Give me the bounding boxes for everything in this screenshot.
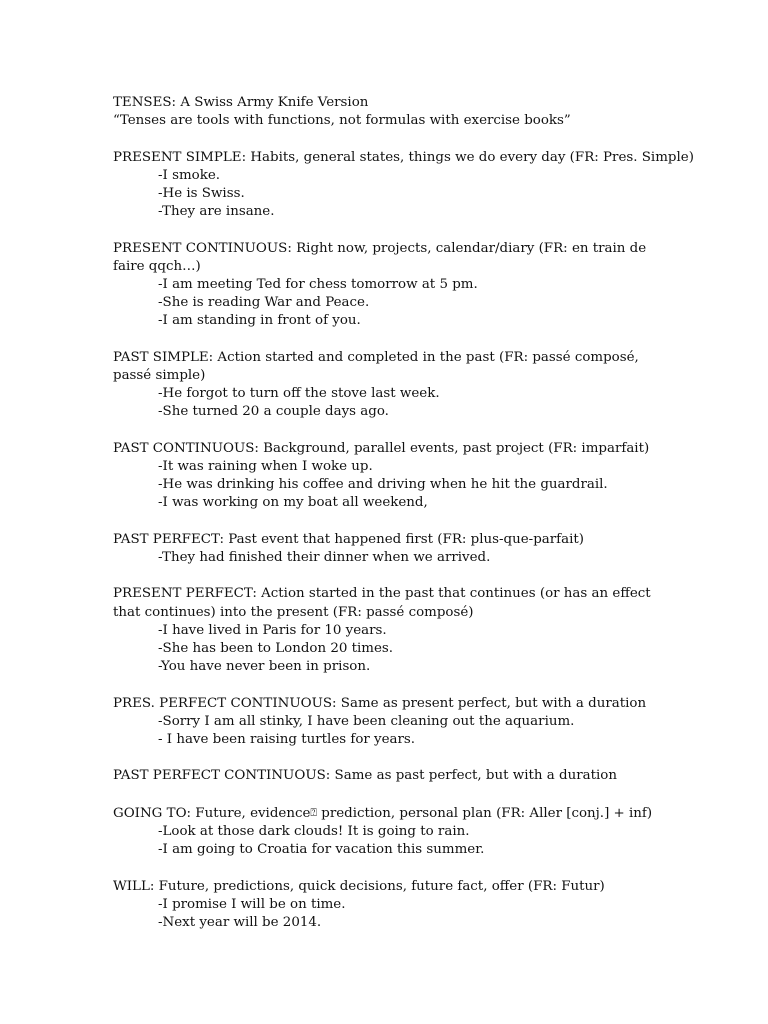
heading-text: prediction, personal plan (FR: Aller [conj.] + inf) bbox=[317, 805, 653, 821]
tense-section-present-perfect bbox=[113, 585, 653, 676]
document-title: TENSES: A Swiss Army Knife Version bbox=[113, 95, 369, 110]
example-line: -I was working on my boat all weekend, bbox=[158, 495, 428, 511]
tense-section-past-simple bbox=[113, 349, 653, 422]
tense-section-present-simple bbox=[113, 149, 694, 222]
example-line: -She turned 20 a couple days ago. bbox=[158, 404, 389, 420]
blank-line bbox=[113, 422, 653, 440]
blank-line bbox=[113, 786, 653, 804]
tense-section-will bbox=[113, 878, 653, 933]
section-heading: PAST SIMPLE: Action started and completed in the past (FR: passé composé, passé simple) bbox=[113, 349, 639, 383]
section-heading: PRESENT PERFECT: Action started in the past that continues (or has an effect that continues) into the present (FR: passé composé) bbox=[113, 586, 651, 620]
example-line: -I smoke. bbox=[158, 167, 220, 183]
blank-line bbox=[113, 859, 653, 877]
blank-line bbox=[113, 513, 653, 531]
document-body bbox=[113, 94, 694, 932]
section-heading bbox=[113, 804, 653, 823]
section-heading: PAST PERFECT CONTINUOUS: Same as past perfect, but with a duration bbox=[113, 768, 617, 784]
example-line: -It was raining when I woke up. bbox=[158, 459, 373, 474]
example-line: -He is Swiss. bbox=[158, 186, 245, 201]
example-line: -He forgot to turn off the stove last week. bbox=[158, 386, 440, 402]
example-line: -I have lived in Paris for 10 years. bbox=[158, 622, 387, 638]
example-line: -Next year will be 2014. bbox=[158, 914, 322, 930]
section-heading: PRES. PERFECT CONTINUOUS: Same as present perfect, but with a duration bbox=[113, 695, 647, 711]
tense-section-past-perfect-continuous bbox=[113, 767, 653, 785]
example-line: -She has been to London 20 times. bbox=[158, 641, 394, 656]
example-line: -She is reading War and Peace. bbox=[158, 295, 370, 311]
example-line: -Sorry I am all stinky, I have been cleaning out the aquarium. bbox=[158, 713, 575, 729]
example-line: -I am standing in front of you. bbox=[158, 313, 361, 329]
example-line: -I am meeting Ted for chess tomorrow at 5 pm. bbox=[158, 277, 478, 292]
section-heading: PRESENT SIMPLE: Habits, general states, things we do every day (FR: Pres. Simple) bbox=[113, 149, 694, 165]
blank-line bbox=[113, 749, 653, 767]
tense-section-present-continuous bbox=[113, 240, 653, 331]
blank-line bbox=[113, 221, 653, 239]
blank-line bbox=[113, 130, 653, 148]
example-line: -I am going to Croatia for vacation this summer. bbox=[158, 842, 485, 858]
heading-text: GOING TO: Future, evidence bbox=[113, 805, 311, 821]
tense-section-past-perfect bbox=[113, 531, 653, 567]
section-heading: PAST PERFECT: Past event that happened first (FR: plus-que-parfait) bbox=[113, 531, 584, 547]
example-line: - I have been raising turtles for years. bbox=[158, 732, 416, 747]
missing-glyph-icon: ⍰ bbox=[310, 805, 317, 819]
section-heading: PRESENT CONTINUOUS: Right now, projects, calendar/diary (FR: en train de faire qqch…) bbox=[113, 240, 647, 274]
tense-section-present-perfect-continuous bbox=[113, 695, 653, 750]
example-line: -Look at those dark clouds! It is going to rain. bbox=[158, 823, 470, 839]
blank-line bbox=[113, 567, 653, 585]
example-line: -They had finished their dinner when we arrived. bbox=[158, 550, 491, 565]
tense-section-going-to bbox=[113, 804, 653, 860]
tense-section-past-continuous bbox=[113, 440, 653, 513]
section-heading: WILL: Future, predictions, quick decisions, future fact, offer (FR: Futur) bbox=[113, 878, 605, 894]
section-heading: PAST CONTINUOUS: Background, parallel events, past project (FR: imparfait) bbox=[113, 440, 650, 456]
example-line: -I promise I will be on time. bbox=[158, 896, 346, 912]
blank-line bbox=[113, 676, 653, 694]
example-line: -He was drinking his coffee and driving when he hit the guardrail. bbox=[158, 477, 608, 493]
document-quote: “Tenses are tools with functions, not formulas with exercise books” bbox=[113, 113, 571, 129]
example-line: -They are insane. bbox=[158, 204, 275, 220]
blank-line bbox=[113, 331, 653, 349]
example-line: -You have never been in prison. bbox=[158, 659, 371, 675]
